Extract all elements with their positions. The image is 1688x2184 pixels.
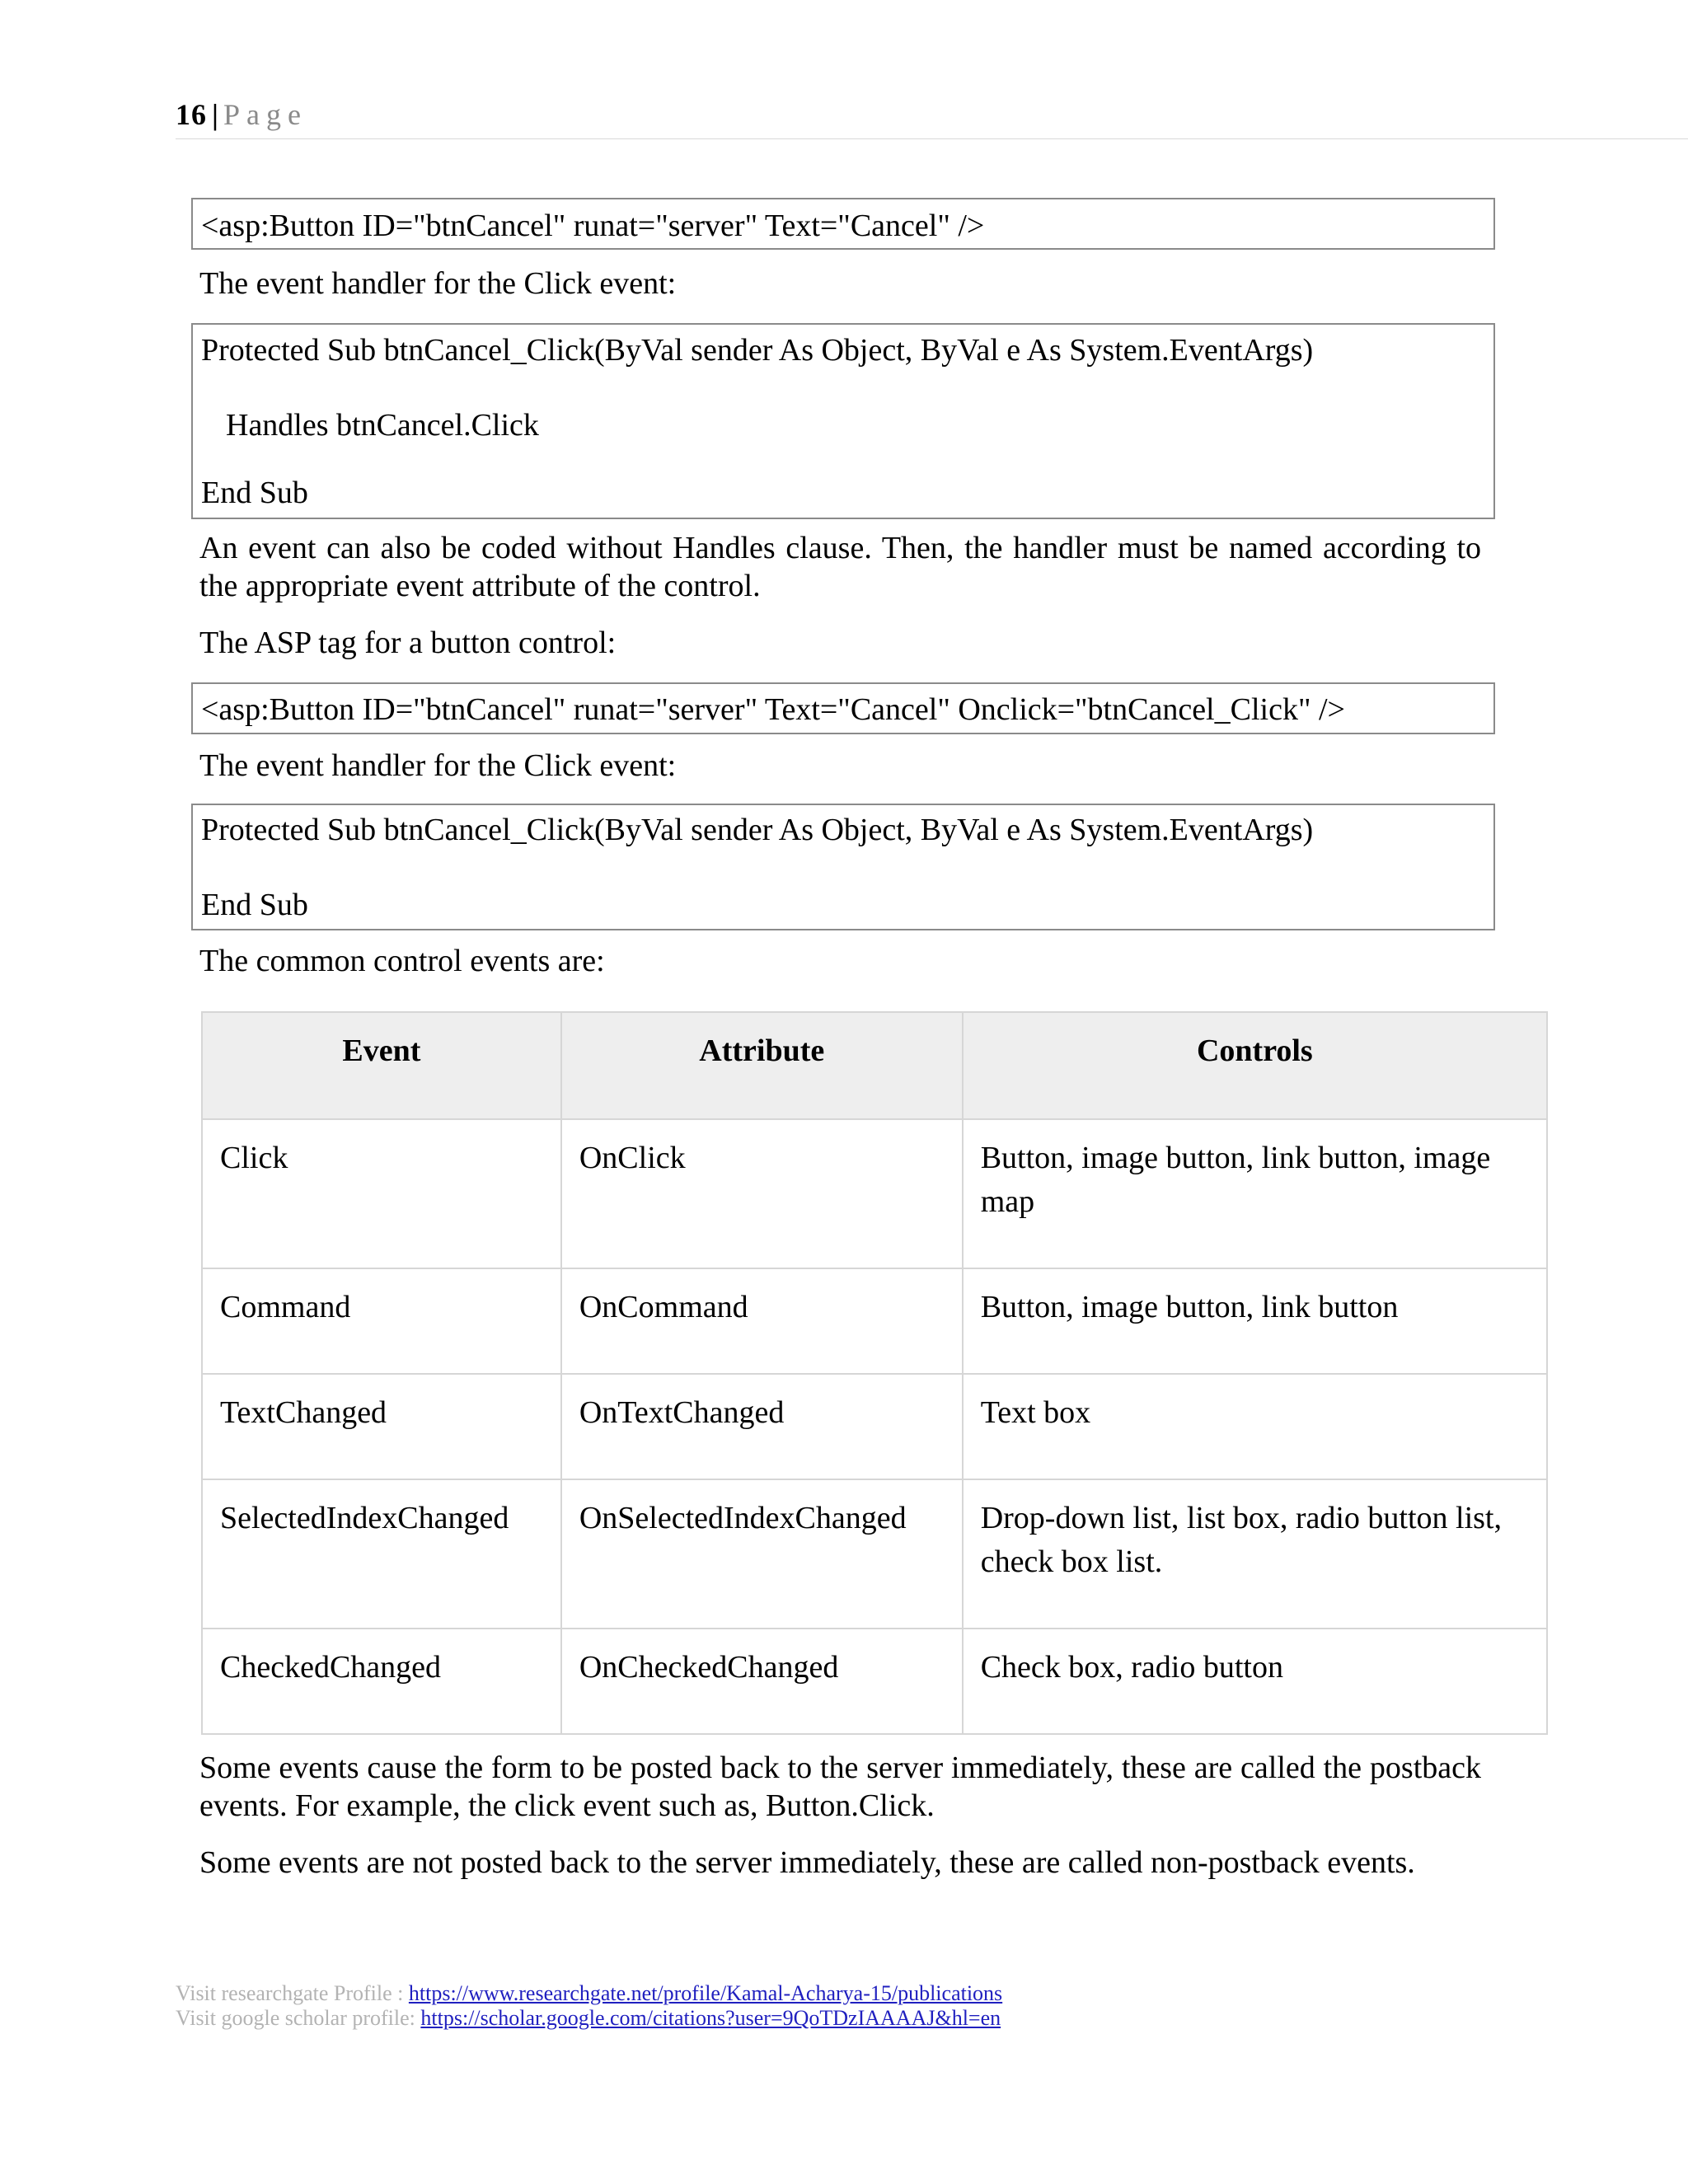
table-cell: CheckedChanged <box>202 1629 561 1734</box>
footer-label: Visit researchgate Profile : <box>176 1981 404 2005</box>
code-block-button-tag-onclick <box>191 682 1495 734</box>
paragraph-non-postback-events: Some events are not posted back to the server immediately, these are called non-postback events. <box>199 1845 1415 1880</box>
paragraph-event-handler-intro: The event handler for the Click event: <box>199 266 677 301</box>
page-number: 16 <box>176 98 207 131</box>
code-block-handler-with-handles <box>191 323 1495 519</box>
code-line: End Sub <box>201 476 308 510</box>
table-row <box>202 1629 1547 1734</box>
table-cell: Button, image button, link button <box>963 1268 1547 1374</box>
table-row <box>202 1374 1547 1479</box>
table-cell: Button, image button, link button, image map <box>963 1119 1547 1268</box>
google-scholar-link[interactable]: https://scholar.google.com/citations?user=9QoTDzIAAAAJ&hl=en <box>420 2006 1001 2030</box>
paragraph-without-handles: An event can also be coded without Handles clause. Then, the handler must be named according to the appropriate event attribute of the control. <box>199 531 1481 603</box>
column-header-attribute: Attribute <box>561 1012 963 1119</box>
table-row <box>202 1119 1547 1268</box>
code-line: Protected Sub btnCancel_Click(ByVal sender As Object, ByVal e As System.EventArgs) <box>201 333 1314 368</box>
code-line: Protected Sub btnCancel_Click(ByVal sender As Object, ByVal e As System.EventArgs) <box>201 813 1314 847</box>
table-row <box>202 1268 1547 1374</box>
footer-researchgate <box>176 1981 1002 2006</box>
table-cell: OnCheckedChanged <box>561 1629 963 1734</box>
paragraph-event-handler-intro-2: The event handler for the Click event: <box>199 748 677 783</box>
paragraph-common-events-intro: The common control events are: <box>199 944 605 978</box>
paragraph-postback-events: Some events cause the form to be posted back to the server immediately, these are called the postback events. For example, the click event such as, Button.Click. <box>199 1750 1481 1823</box>
researchgate-link[interactable]: https://www.researchgate.net/profile/Kamal-Acharya-15/publications <box>408 1981 1003 2005</box>
table-cell: SelectedIndexChanged <box>202 1479 561 1629</box>
table-cell: TextChanged <box>202 1374 561 1479</box>
table-cell: OnCommand <box>561 1268 963 1374</box>
code-block-button-tag <box>191 198 1495 250</box>
table-cell: Check box, radio button <box>963 1629 1547 1734</box>
events-table <box>201 1011 1548 1735</box>
code-line: Handles btnCancel.Click <box>226 408 539 443</box>
table-cell: OnClick <box>561 1119 963 1268</box>
table-cell: Command <box>202 1268 561 1374</box>
page-label: Page <box>223 98 307 131</box>
column-header-controls: Controls <box>963 1012 1547 1119</box>
page-header <box>176 97 1688 139</box>
table-row <box>202 1479 1547 1629</box>
paragraph-asp-tag-intro: The ASP tag for a button control: <box>199 626 617 660</box>
footer-label: Visit google scholar profile: <box>176 2006 415 2030</box>
table-cell: OnSelectedIndexChanged <box>561 1479 963 1629</box>
code-line: End Sub <box>201 888 308 922</box>
header-separator: | <box>212 98 218 131</box>
code-line: <asp:Button ID="btnCancel" runat="server" Text="Cancel" /> <box>201 209 985 243</box>
table-header-row <box>202 1012 1547 1119</box>
table-cell: Drop-down list, list box, radio button list, check box list. <box>963 1479 1547 1629</box>
footer-google-scholar <box>176 2006 1001 2031</box>
table-cell: OnTextChanged <box>561 1374 963 1479</box>
code-line: <asp:Button ID="btnCancel" runat="server" Text="Cancel" Onclick="btnCancel_Click" /> <box>201 692 1345 727</box>
table-cell: Text box <box>963 1374 1547 1479</box>
column-header-event: Event <box>202 1012 561 1119</box>
code-block-handler-plain <box>191 804 1495 930</box>
table-cell: Click <box>202 1119 561 1268</box>
